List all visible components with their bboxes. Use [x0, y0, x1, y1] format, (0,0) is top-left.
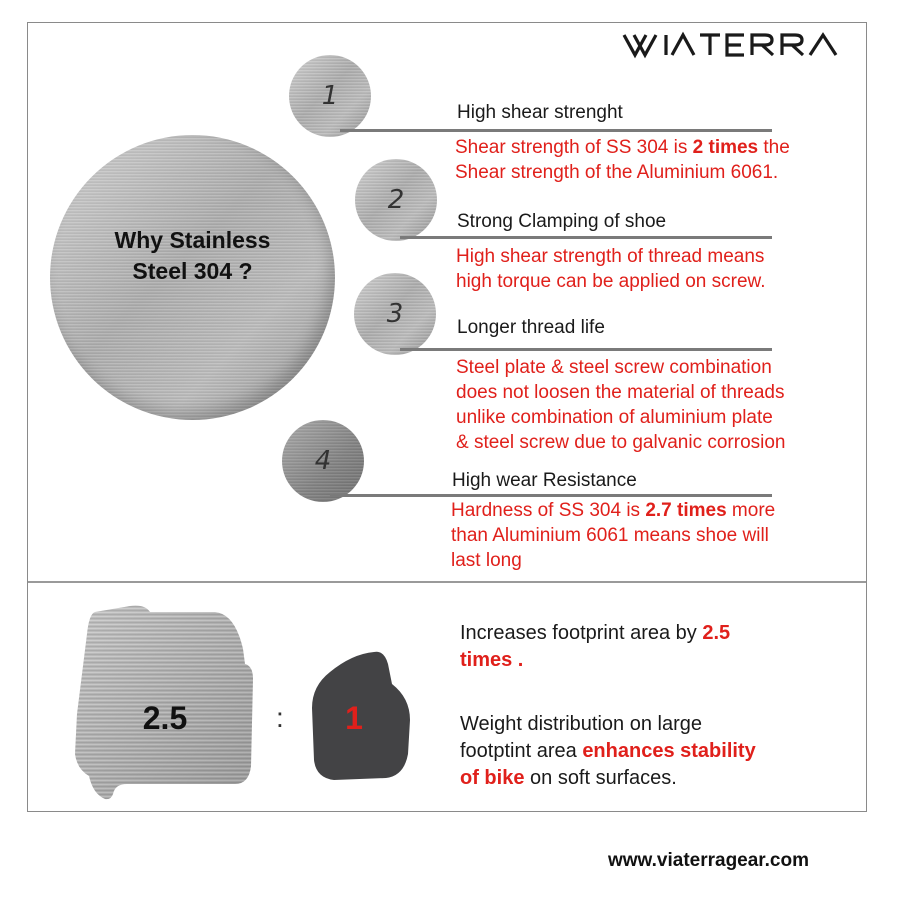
point-3-text-line3: unlike combination of aluminium plate: [456, 407, 773, 428]
info2-line2-bold: enhances stability: [582, 740, 756, 762]
point-1-description: [455, 135, 790, 185]
point-4-text-line3: last long: [451, 550, 522, 571]
point-3-description: [456, 355, 786, 455]
point-1-heading: High shear strenght: [457, 102, 623, 123]
info2-line1: Weight distribution on large: [460, 713, 702, 735]
point-3-heading: Longer thread life: [457, 317, 605, 338]
info1-pre: Increases footprint area by: [460, 622, 703, 644]
point-3-text-line1: Steel plate & steel screw combination: [456, 357, 772, 378]
point-3-number-badge: [354, 273, 436, 355]
info2-line3-bold: of bike: [460, 767, 525, 789]
point-4-heading: High wear Resistance: [452, 470, 637, 491]
footprint-increase-text: [460, 620, 730, 674]
weight-distribution-text: [460, 711, 756, 792]
point-2-description: [456, 244, 766, 294]
point-3-text-line2: does not loosen the material of threads: [456, 382, 785, 403]
info2-line3-post: on soft surfaces.: [524, 767, 677, 789]
point-2-heading: Strong Clamping of shoe: [457, 211, 667, 232]
point-1-text-pre: Shear strength of SS 304 is: [455, 137, 693, 158]
point-2-number-badge: [355, 159, 437, 241]
ratio-left-value: 2.5: [142, 700, 188, 736]
ratio-separator: :: [276, 702, 284, 733]
point-4-rule: [330, 494, 772, 497]
point-1-text-bold: 2 times: [692, 137, 759, 158]
point-4-text-post: more: [726, 500, 776, 521]
main-title-line2: Steel 304 ?: [132, 258, 253, 284]
info2-line2-pre: footptint area: [460, 740, 583, 762]
point-4-text-line2: than Aluminium 6061 means shoe will: [451, 525, 769, 546]
point-3-text-line4: & steel screw due to galvanic corrosion: [456, 432, 786, 453]
point-4-number: 4: [314, 446, 332, 476]
website-url: www.viaterragear.com: [608, 850, 810, 871]
point-2-text-line2: high torque can be applied on screw.: [456, 271, 766, 292]
point-2-rule: [400, 236, 772, 239]
info1-bold2: times .: [460, 649, 524, 671]
main-title: [60, 225, 325, 287]
point-4-number-badge: [282, 420, 364, 502]
point-4-text-pre: Hardness of SS 304 is: [451, 500, 646, 521]
point-1-text-post: the: [758, 137, 790, 158]
info1-bold1: 2.5: [702, 622, 731, 644]
point-1-rule: [340, 129, 772, 132]
point-3-number: 3: [386, 299, 404, 329]
section-divider: [28, 581, 866, 583]
point-1-text-line2: Shear strength of the Aluminium 6061.: [455, 162, 779, 183]
point-1-number-badge: [289, 55, 371, 137]
point-4-text-bold: 2.7 times: [645, 500, 727, 521]
main-title-line1: Why Stainless: [114, 227, 271, 253]
viaterra-logo: [622, 30, 858, 60]
point-2-number: 2: [387, 185, 405, 215]
point-2-text-line1: High shear strength of thread means: [456, 246, 765, 267]
point-4-description: [451, 498, 775, 573]
ratio-right-value: 1: [345, 700, 363, 736]
point-3-rule: [400, 348, 772, 351]
point-1-number: 1: [321, 81, 339, 111]
